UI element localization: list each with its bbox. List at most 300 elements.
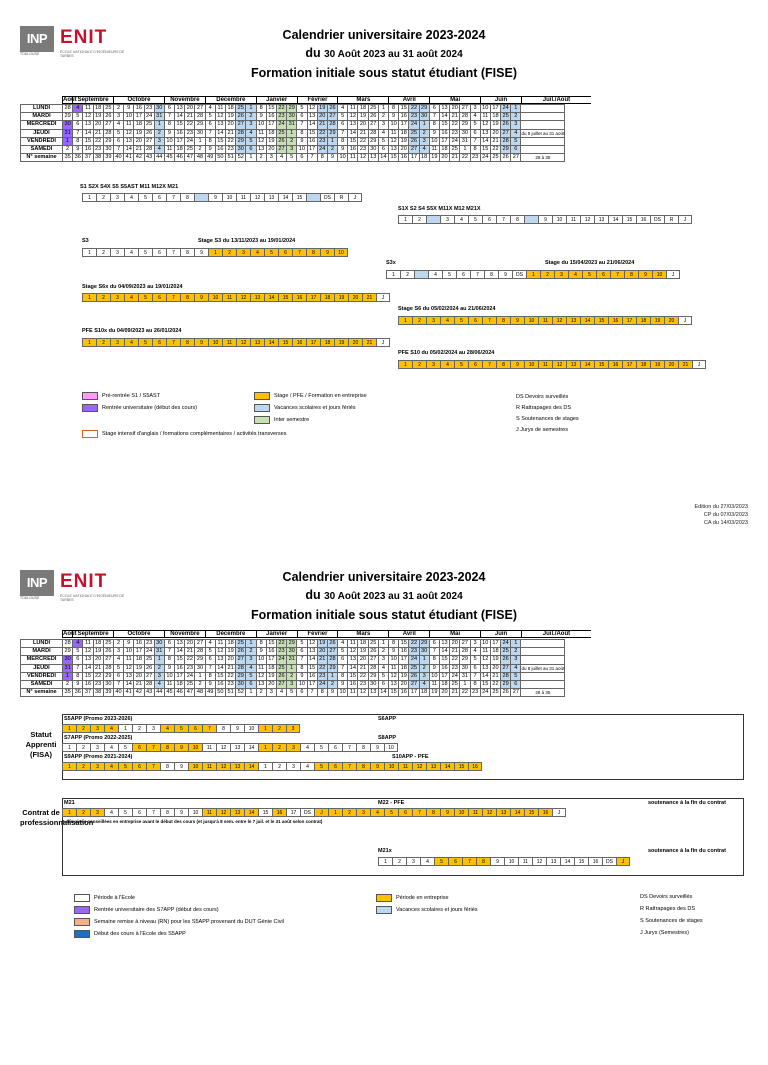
week-cell: 14 [244, 808, 258, 817]
day-cell: 36 [74, 689, 81, 696]
day-cell: 18 [268, 129, 275, 136]
day-cell: 6 [205, 656, 215, 664]
day-cell: 12 [349, 113, 356, 120]
day-cell: 16 [349, 681, 356, 688]
day-cell: 30 [288, 113, 295, 120]
day-cell: 11 [83, 640, 93, 648]
day-cell: 28 [329, 121, 336, 128]
day-cell: 27 [278, 146, 285, 153]
weekday-label: SAMEDI [21, 145, 63, 153]
week-cell: 8 [356, 743, 370, 752]
day-cell: 9 [429, 664, 439, 672]
day-cell: 13 [84, 121, 92, 128]
week-cell: 7 [166, 293, 180, 302]
week-cell: 7 [342, 762, 356, 771]
week-cell: 13 [566, 316, 580, 325]
day-cell: 22 [451, 121, 458, 128]
calendar-grid [20, 104, 565, 162]
week-cell: 8 [496, 360, 510, 369]
day-cell: 29 [64, 113, 71, 120]
day-cell: 20 [95, 121, 102, 128]
day-cell: 8 [164, 121, 174, 129]
week-cell: R [664, 215, 678, 224]
week-row [62, 743, 398, 752]
week-cell: 21 [362, 338, 376, 347]
day-cell: 20 [441, 154, 448, 161]
day-cell: 49 [207, 154, 214, 161]
day-cell: 7 [73, 129, 83, 137]
day-cell: 7 [297, 121, 307, 129]
week-cell: 2 [96, 293, 110, 302]
week-cell: 12 [532, 857, 546, 866]
day-cell: 1 [287, 664, 297, 672]
day-cell: 5 [205, 113, 215, 121]
week-cell: 2 [272, 724, 286, 733]
day-cell: 6 [297, 648, 307, 656]
day-cell: 27 [145, 672, 153, 679]
week-cell: 9 [490, 857, 504, 866]
day-cell: 30 [196, 129, 204, 136]
week-cell: 13 [594, 215, 608, 224]
day-cell: 24 [145, 648, 153, 655]
day-cell: 9 [389, 113, 399, 121]
week-cell: 3 [406, 857, 420, 866]
day-cell: 6 [113, 672, 123, 680]
day-cell: 16 [349, 146, 356, 153]
day-cell: 6 [378, 145, 388, 153]
week-cell: 9 [174, 808, 188, 817]
day-cell: 7 [164, 648, 174, 656]
day-cell: 1 [195, 672, 205, 680]
week-cell: 5 [138, 293, 152, 302]
week-cell: 21 [362, 293, 376, 302]
day-cell: 8 [470, 680, 480, 688]
week-cell: 12 [552, 316, 566, 325]
inp-logo: INP [20, 26, 54, 52]
day-cell: 16 [400, 648, 407, 655]
weekday-label: LUNDI [21, 640, 63, 648]
day-cell: 14 [176, 113, 183, 120]
week-cell: 7 [202, 724, 216, 733]
week-cell: 10 [188, 762, 202, 771]
week-cell: 1 [328, 808, 342, 817]
week-cell: DS [320, 193, 334, 202]
week-cell: 16 [608, 316, 622, 325]
weekday-label: SAMEDI [21, 680, 63, 688]
day-cell: 13 [482, 129, 489, 136]
day-cell: 1 [63, 137, 73, 145]
week-cell: DS [602, 857, 616, 866]
week-cell: 9 [208, 193, 222, 202]
day-cell: 4 [246, 664, 256, 672]
week-cell: 4 [428, 270, 442, 279]
day-cell: 3 [470, 105, 480, 113]
day-cell: 24 [502, 640, 509, 647]
week-cell: 13 [496, 808, 510, 817]
day-cell: 10 [482, 640, 489, 647]
day-cell: 14 [125, 681, 132, 688]
week-cell: 8 [510, 215, 524, 224]
legend-item: Inter semestre [254, 416, 309, 424]
legend-item: Période à l'Ecole [74, 894, 135, 902]
day-cell: 25 [370, 105, 377, 112]
week-cell: 9 [194, 248, 208, 257]
week-cell: 5 [468, 215, 482, 224]
day-cell: 23 [451, 129, 458, 136]
day-cell: 6 [246, 680, 256, 688]
week-cell: 7 [166, 248, 180, 257]
calendar-page-fise [0, 8, 768, 526]
day-cell: 2 [195, 680, 205, 688]
summer-cell [521, 145, 565, 153]
week-cell: 15 [278, 293, 292, 302]
day-cell: 21 [227, 664, 234, 671]
calendar-page-fisa: INP TOULOUSE ENIT ÉCOLE NATIONALE D'INGÉNIEURS DE TARBES Calendrier universitaire 2023-2024 du 30 Août 2023 au 31 août 2024 Formation initiale sous statut étudiant (FISE) Aout Septembre Octobre Novembre Décembre Janvier Février Mars Avril Mai Juin Juil./Août LUNDI 28 4 11 18 25 2 9 16 23 30 6 13 20 27 4 11 18 25 1 8 15 22 29 5 12 19 26 4 11 18 25 1 8 15 22 29 6 13 20 27 3 10 17 24 1 MARDI 29 5 12 19 26 3 10 17 24 31 7 14 21 28 5 12 19 26 2 9 16 23 30 6 13 20 27 5 12 19 26 2 9 16 23 30 7 14 21 28 4 11 18 25 2 MERCREDI 30 6 13 20 27 4 11 18 25 1 8 15 22 29 6 13 20 27 3 10 17 24 31 7 14 21 28 6 13 20 27 3 10 17 24 1 8 15 22 29 5 12 19 26 3 JEUDI 31 7 14 21 28 5 12 19 26 2 9 16 23 30 7 14 21 28 4 11 18 25 1 8 15 22 29 7 14 21 28 4 11 18 25 2 9 16 23 30 6 13 20 27 4 du 8 juillet au 31 août VENDREDI 1 8 15 22 29 6 13 20 27 3 10 17 24 1 8 15 22 29 5 12 19 26 2 9 16 23 1 8 15 22 29 5 12 19 26 3 10 17 24 31 7 14 21 28 5 SAMEDI 2 9 16 23 30 7 14 21 28 4 11 18 25 2 9 16 23 30 6 13 20 27 3 10 17 24 2 9 16 23 30 6 13 20 27 4 11 18 25 1 8 15 22 29 6 N° semaine 35 36 37 38 39 40 41 42 43 44 45 46 47 48 49 50 51 52 1 2 3 4 5 6 7 8 9 10 11 12 13 14 15 16 17 18 19 20 21 22 23 24 25 26 27 28 à 35 Statut Apprenti (FISA) S5APP (Promo 2023-2026) S6APP 1 2 3 4 1 2 3 4 5 6 7 8 9 10 1 2 3 S7APP (Promo 2022-2025) S8APP 1 2 3 4 5 6 7 8 9 10 11 12 13 14 1 2 3 4 5 6 7 8 9 10 S9APP (Promo 2021-2024) S10APP - PFE 1 2 3 4 5 6 7 8 9 10 11 12 13 14 1 2 3 4 5 6 7 8 9 10 11 12 13 14 15 16 Contrat de professionnalisation M21 M22 - PFE soutenance à la fin du contrat 1 2 3 4 5 6 7 8 9 10 11 12 13 14 15 16 17 DS J 1 2 3 4 5 6 7 8 9 10 11 12 13 14 15 16 J 2 semaines conseillées en entreprise avant le début des cours (et jusqu'à 8 sem. entre le 7 juil. et le 31 août selon contrat) M21x soutenance à la fin du contrat 1 2 3 4 5 6 7 8 9 10 11 12 13 14 15 16 DS J Période à l'Ecole Rentrée universitaire des S7APP (début des cours) Semaine remise à niveau (RN) pour les S5APP provenant du DUT Génie Civil Début des cours à l'Ecole des S5APP Période en entreprise Vacances scolaires et jours fériés DS Devoirs surveillés R Rattrapages des DS S Soutenances de stages J Jurys (Semestres) [0, 560, 768, 1065]
week-cell: 10 [652, 270, 666, 279]
day-cell: 2 [511, 648, 521, 656]
day-cell: 15 [441, 656, 448, 663]
week-cell: 6 [328, 743, 342, 752]
day-cell: 16 [400, 154, 407, 161]
week-cell: 15 [594, 316, 608, 325]
day-cell: 18 [135, 656, 143, 663]
day-cell: 1 [460, 680, 470, 688]
day-cell: 25 [370, 640, 377, 647]
week-cell: 16 [608, 360, 622, 369]
day-cell: 25 [105, 105, 112, 112]
day-cell: 23 [471, 689, 479, 696]
day-cell: 27 [105, 656, 112, 663]
day-cell: 16 [217, 146, 224, 153]
week-cell: 7 [292, 248, 306, 257]
week-cell: 3 [554, 270, 568, 279]
day-cell: 42 [135, 689, 143, 696]
day-cell: 1 [378, 105, 388, 113]
week-cell: 13 [250, 293, 264, 302]
week-cell: 1 [258, 724, 272, 733]
day-cell: 18 [421, 154, 428, 161]
week-cell: 6 [132, 743, 146, 752]
month-label: Octobre [113, 630, 164, 638]
day-cell: 24 [278, 121, 285, 128]
day-cell: 4 [154, 680, 164, 688]
day-cell: 16 [217, 681, 224, 688]
day-cell: 3 [511, 656, 521, 664]
day-cell: 11 [429, 145, 439, 153]
day-cell: 19 [431, 689, 438, 696]
day-cell: 6 [338, 121, 348, 129]
week-cell: 5 [454, 316, 468, 325]
week-cell: 5 [454, 360, 468, 369]
day-cell: 15 [268, 640, 275, 647]
day-cell: 2 [287, 137, 297, 145]
day-cell: 11 [429, 680, 439, 688]
week-cell: 7 [146, 762, 160, 771]
month-label: Novembre [164, 96, 205, 104]
day-cell: 25 [451, 146, 458, 153]
day-cell: 20 [319, 648, 326, 655]
week-cell: 17 [622, 316, 636, 325]
day-cell: 15 [441, 121, 448, 128]
day-cell: 20 [268, 681, 275, 688]
day-cell: 15 [84, 137, 92, 144]
week-cell: 1 [82, 248, 96, 257]
week-cell: 2 [272, 762, 286, 771]
day-cell: 12 [390, 137, 397, 144]
day-cell: 50 [217, 689, 224, 696]
week-cell: 14 [264, 338, 278, 347]
day-cell: 18 [135, 121, 143, 128]
week-cell: 2 [96, 338, 110, 347]
legend-item: Rentrée universitaire (début des cours) [82, 404, 197, 412]
week-cell: 7 [146, 743, 160, 752]
month-label: Juin [480, 96, 521, 104]
day-cell: 25 [278, 664, 285, 671]
day-cell: 27 [237, 121, 244, 128]
day-cell: 4 [154, 145, 164, 153]
week-cell: 11 [538, 316, 552, 325]
day-cell: 11 [124, 656, 134, 664]
week-cell: 10 [208, 293, 222, 302]
day-cell: 30 [105, 681, 112, 688]
week-cell: 5 [384, 808, 398, 817]
day-cell: 17 [308, 681, 316, 688]
day-cell: 10 [125, 648, 132, 655]
week-cell: 4 [124, 193, 138, 202]
day-cell: 4 [246, 129, 256, 137]
day-cell: 30 [421, 113, 428, 120]
day-cell: 12 [359, 689, 367, 696]
day-cell: 24 [186, 137, 193, 144]
week-row [82, 293, 390, 302]
week-cell: J [666, 270, 680, 279]
section-label: S3x [386, 260, 396, 266]
week-cell: 8 [160, 743, 174, 752]
day-cell: 16 [176, 129, 183, 136]
day-cell: 27 [329, 113, 336, 120]
day-cell: 5 [511, 672, 521, 680]
week-cell: 8 [180, 338, 194, 347]
day-cell: 24 [145, 113, 153, 120]
day-cell: 17 [268, 656, 275, 663]
day-cell: 20 [227, 121, 234, 128]
day-cell: 23 [319, 672, 326, 679]
day-cell: 6 [73, 121, 83, 129]
week-cell: 1 [62, 743, 76, 752]
day-cell: 20 [95, 656, 102, 663]
day-cell: 4 [276, 154, 286, 162]
week-cell: 14 [560, 857, 574, 866]
day-cell: 13 [308, 648, 316, 655]
day-cell: 13 [349, 121, 356, 128]
week-cell: 1 [378, 857, 392, 866]
day-cell: 19 [319, 640, 326, 647]
day-cell: 7 [470, 137, 480, 145]
day-cell: 22 [461, 689, 469, 696]
week-cell: 11 [222, 293, 236, 302]
week-cell: 5 [118, 743, 132, 752]
day-cell: 22 [186, 121, 193, 128]
month-label: Janvier [256, 630, 297, 638]
section-label: S1 S2X S4X S5 S5AST M11 M12X M21 [80, 184, 179, 190]
week-cell: 13 [230, 743, 244, 752]
day-cell: 5 [246, 137, 256, 145]
week-cell: 1 [386, 270, 400, 279]
day-cell: 28 [329, 656, 336, 663]
day-cell: 22 [227, 137, 234, 144]
week-cell: 4 [454, 215, 468, 224]
day-cell: 30 [237, 681, 244, 688]
week-cell: DS [300, 808, 314, 817]
day-cell: 21 [492, 137, 499, 144]
week-cell: 13 [250, 338, 264, 347]
week-cell: 18 [320, 338, 334, 347]
day-cell: 4 [73, 105, 83, 113]
day-cell: 7 [307, 154, 317, 162]
week-cell: 10 [552, 215, 566, 224]
day-cell: 1 [63, 672, 73, 680]
summer-cell [521, 648, 565, 656]
day-cell: 29 [196, 656, 204, 663]
week-cell: 14 [580, 360, 594, 369]
day-cell: 13 [390, 681, 397, 688]
week-cell: 19 [334, 293, 348, 302]
week-cell: 10 [384, 743, 398, 752]
day-cell: 31 [156, 648, 163, 655]
day-cell: 6 [297, 689, 307, 697]
day-cell: 19 [400, 137, 407, 144]
day-cell: 7 [205, 129, 215, 137]
inp-logo: INP [20, 570, 54, 596]
legend-item: Rentrée universitaire des S7APP (début des cours) [74, 906, 219, 914]
week-cell: 7 [166, 338, 180, 347]
day-cell: 24 [278, 656, 285, 663]
week-cell: 11 [518, 857, 532, 866]
day-cell: 27 [512, 689, 519, 696]
day-cell: 15 [482, 146, 489, 153]
day-cell: 3 [266, 689, 276, 697]
week-cell: 20 [664, 360, 678, 369]
day-cell: 11 [256, 129, 266, 137]
day-cell: 7 [297, 656, 307, 664]
day-cell: 22 [410, 640, 418, 647]
day-cell: 12 [308, 105, 316, 112]
day-cell: 14 [482, 137, 489, 144]
week-cell: 4 [104, 808, 118, 817]
day-cell: 28 [64, 105, 71, 112]
day-cell: 4 [73, 640, 83, 648]
day-cell: 12 [349, 648, 356, 655]
week-cell: 13 [566, 360, 580, 369]
day-cell: 22 [227, 672, 234, 679]
week-cell: 7 [412, 808, 426, 817]
day-cell: 11 [348, 105, 358, 113]
day-cell: 4 [276, 689, 286, 697]
day-cell: 29 [502, 681, 509, 688]
week-cell: R [334, 193, 348, 202]
day-cell: 20 [441, 689, 448, 696]
day-cell: 4 [511, 129, 521, 137]
day-cell: 23 [278, 648, 285, 655]
day-cell: 5 [113, 664, 123, 672]
day-cell: 6 [378, 680, 388, 688]
day-cell: 28 [196, 648, 204, 655]
week-cell: 10 [384, 762, 398, 771]
day-cell: 13 [84, 656, 92, 663]
day-cell: 25 [237, 640, 244, 647]
day-cell: 2 [256, 154, 266, 162]
day-cell: 10 [258, 656, 265, 663]
legend-item: J Jurys de semestres [516, 427, 568, 433]
day-cell: 6 [205, 121, 215, 129]
day-cell: 9 [73, 680, 83, 688]
week-cell: 2 [342, 808, 356, 817]
day-cell: 17 [135, 648, 143, 655]
day-cell: 13 [390, 146, 397, 153]
day-cell: 23 [359, 146, 367, 153]
day-cell: 18 [95, 105, 102, 112]
week-cell: 17 [286, 808, 300, 817]
day-cell: 6 [429, 640, 439, 648]
week-cell: J [552, 808, 566, 817]
week-cell [524, 215, 538, 224]
day-cell: 31 [64, 129, 71, 136]
day-cell: 16 [84, 146, 92, 153]
week-cell: DS [650, 215, 664, 224]
week-cell: 4 [370, 808, 384, 817]
day-cell: 6 [470, 664, 480, 672]
day-cell: 29 [196, 121, 204, 128]
day-cell: 24 [502, 105, 509, 112]
day-cell: 29 [329, 129, 336, 136]
day-cell: 27 [105, 121, 112, 128]
day-cell: 27 [145, 137, 153, 144]
week-cell: 9 [194, 293, 208, 302]
logo: INP TOULOUSE ENIT ÉCOLE NATIONALE D'INGÉNIEURS DE TARBES [20, 27, 125, 58]
day-cell: 30 [288, 648, 295, 655]
day-cell: 16 [268, 113, 275, 120]
week-cell: 21 [678, 360, 692, 369]
day-cell: 9 [124, 105, 134, 113]
summer-cell [521, 640, 565, 648]
summer-cell: du 8 juillet au 31 août [521, 665, 565, 671]
day-cell: 19 [135, 129, 143, 136]
day-cell: 15 [482, 681, 489, 688]
day-cell: 18 [227, 640, 234, 647]
day-cell: 20 [186, 105, 193, 112]
day-cell: 3 [287, 145, 297, 153]
day-cell: 21 [95, 664, 102, 671]
week-cell: 4 [124, 338, 138, 347]
day-cell: 15 [390, 154, 397, 161]
day-cell: 48 [196, 689, 204, 696]
day-cell: 7 [113, 680, 123, 688]
day-cell: 19 [95, 648, 102, 655]
day-cell: 21 [319, 121, 326, 128]
day-cell: 26 [502, 121, 509, 128]
day-cell: 52 [237, 154, 244, 161]
day-cell: 29 [105, 137, 112, 144]
day-cell: 16 [308, 672, 316, 679]
week-cell: 3 [90, 762, 104, 771]
week-cell: 10 [222, 193, 236, 202]
day-cell: 27 [410, 146, 418, 153]
day-cell: 4 [205, 640, 215, 648]
weekday-label: N° semaine [21, 154, 63, 162]
day-cell: 14 [217, 664, 224, 671]
legend-item: J Jurys (Semestres) [640, 930, 689, 936]
day-cell: 27 [196, 640, 204, 647]
